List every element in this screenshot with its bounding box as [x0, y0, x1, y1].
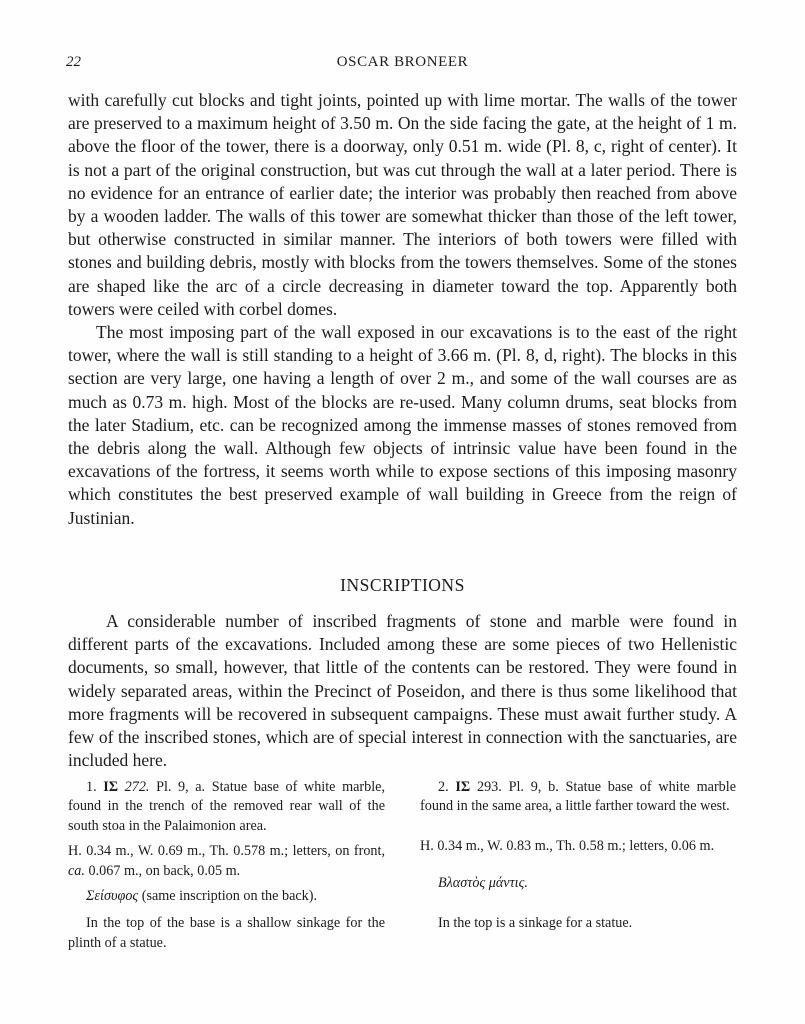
section-intro	[68, 610, 737, 772]
entry-1-inscription	[68, 887, 385, 906]
entry-2-inscription	[420, 874, 736, 893]
paragraph-tower-walls: with carefully cut blocks and tight joints, pointed up with lime mortar. The walls of the tower are preserved to a maximum height of 3.50 m. On the side facing the gate, at the height of 1 m. above the floor of the tower, there is a doorway, only 0.51 m. wide (Pl. 8, c, right of center). It is not a part of the original construction, but was cut through the wall at a later period. There is no evidence for an entrance of earlier date; the interior was probably then reached from above by a wooden ladder. The walls of this tower are somewhat thicker than those of the left tower, but otherwise constructed in similar manner. The interiors of both towers were filled with stones and building debris, mostly with blocks from the towers themselves. Some of the stones are shaped like the arc of a circle decreasing in diameter toward the top. Apparently both towers were ceiled with corbel domes.	[68, 90, 737, 319]
entry-1-heading	[68, 778, 385, 836]
greek-inscription: Βλαστὸς μάντις.	[438, 875, 528, 892]
inventory-number: 272.	[124, 779, 150, 795]
inventory-number: 293.	[476, 779, 502, 795]
catalog-entry-1	[68, 778, 385, 959]
paragraph-inscriptions-intro: A considerable number of inscribed fragments of stone and marble were found in different parts of the excavations. Included among these are some pieces of two Hellenistic documents, so small, however, that little of the contents can be restored. They were found in widely separated areas, within the Precinct of Poseidon, and there is thus some likelihood that more fragments will be recovered in subsequent campaigns. These must await further study. A few of the inscribed stones, which are of special interest in connection with the sanctuaries, are included here.	[68, 611, 737, 771]
entry-1-note: In the top of the base is a shallow sinkage for the plinth of a statue.	[68, 915, 385, 951]
section-heading: INSCRIPTIONS	[340, 575, 465, 595]
paragraph-imposing-wall: The most imposing part of the wall exposed in our excavations is to the east of the right tower, where the wall is still standing to a height of 3.66 m. (Pl. 8, d, right). The blocks in this section are very large, one having a length of over 2 m., and some of the wall courses are as much as 0.73 m. high. Most of the blocks are re-used. Many column drums, seat blocks from the later Stadium, etc. can be recognized among the immense masses of stones removed from the debris along the wall. Although few objects of intrinsic value have been found in the excavations of the fortress, it seems worth while to expose sections of this imposing masonry which constitutes the best preserved example of wall building in Greece from the reign of Justinian.	[68, 322, 737, 528]
dimensions-tail: 0.067 m., on back, 0.05 m.	[88, 862, 241, 879]
entry-description: Pl. 9, b. Statue base of white marble found in the same area, a little farther toward the west.	[420, 779, 736, 815]
entry-number: 2.	[438, 779, 449, 795]
entry-2-heading	[420, 778, 736, 817]
circa-abbrev: ca.	[68, 862, 85, 879]
catalog-entry-2	[420, 778, 736, 939]
entry-2-note: In the top is a sinkage for a statue.	[438, 914, 633, 931]
spacer	[420, 902, 736, 914]
greek-inscription: Σείσυφος	[86, 888, 139, 905]
spacer	[420, 823, 736, 837]
inventory-prefix: IΣ	[455, 779, 471, 795]
entry-2-dimensions: H. 0.34 m., W. 0.83 m., Th. 0.58 m.; letters, 0.06 m.	[420, 837, 715, 854]
running-title: OSCAR BRONEER	[336, 54, 469, 70]
dimensions-text: H. 0.34 m., W. 0.69 m., Th. 0.578 m.; letters, on front,	[68, 843, 385, 860]
body-text	[68, 89, 737, 530]
entry-description: Pl. 9, a. Statue base of white marble, found in the trench of the removed rear wall of the south stoa in the Palaimonion area.	[68, 779, 386, 834]
inscription-note: (same inscription on the back).	[141, 888, 318, 905]
spacer	[420, 862, 736, 874]
inventory-prefix: IΣ	[103, 779, 119, 795]
page-number: 22	[66, 54, 81, 70]
entry-number: 1.	[86, 779, 97, 795]
entry-1-dimensions	[68, 842, 385, 881]
